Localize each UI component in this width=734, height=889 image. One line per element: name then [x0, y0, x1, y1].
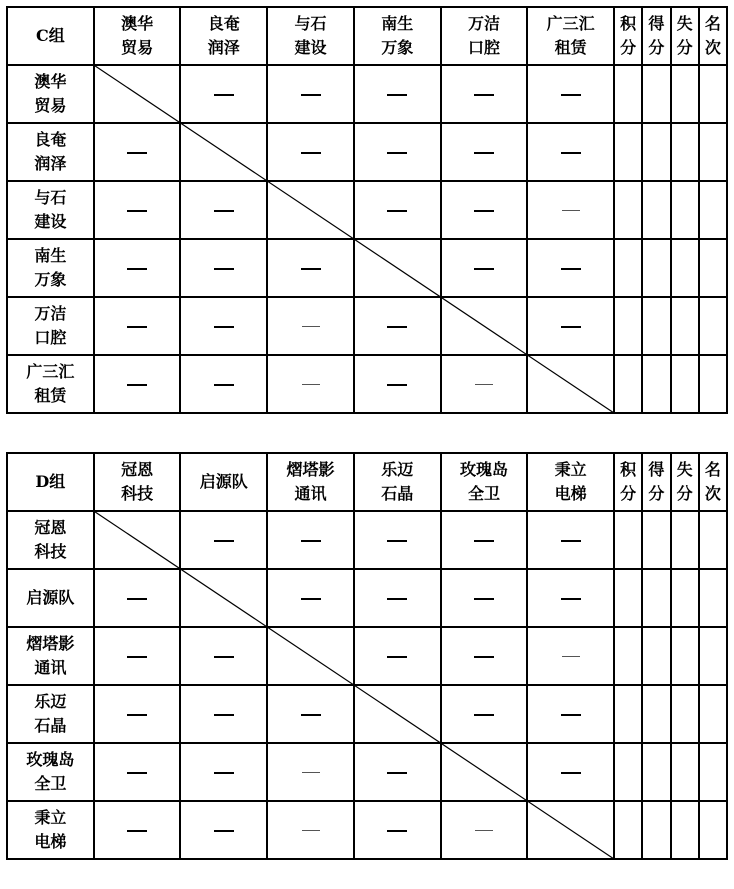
team-name-line: 石晶 — [381, 484, 414, 503]
match-cell — [527, 123, 614, 181]
team-name-line: 租赁 — [34, 386, 67, 405]
match-pending-dash — [214, 268, 234, 270]
stat-cell — [671, 743, 699, 801]
stat-cell — [671, 181, 699, 239]
diagonal-cell — [180, 569, 267, 627]
match-pending-dash — [561, 268, 581, 270]
row-team-header — [7, 181, 94, 239]
diagonal-cell — [354, 685, 441, 743]
match-cell — [441, 123, 528, 181]
match-cell — [94, 627, 181, 685]
match-pending-dash — [127, 656, 147, 658]
team-name-line: 万象 — [381, 38, 414, 57]
stat-cell — [699, 123, 727, 181]
column-team-header — [94, 453, 181, 511]
team-name-line: 南生 — [34, 246, 67, 265]
team-name-line: 贸易 — [34, 96, 67, 115]
row-team-header — [7, 511, 94, 569]
column-team-header — [180, 7, 267, 65]
stat-cell — [699, 65, 727, 123]
row-team-header — [7, 685, 94, 743]
match-pending-dash — [474, 268, 494, 270]
stat-cell — [699, 181, 727, 239]
match-pending-dash — [214, 714, 234, 716]
match-cell — [267, 685, 354, 743]
match-pending-dash — [474, 656, 494, 658]
match-cell — [441, 685, 528, 743]
table-row — [7, 297, 727, 355]
column-team-header — [441, 7, 528, 65]
team-name-line: 与石 — [34, 188, 67, 207]
match-pending-dash — [387, 326, 407, 328]
match-cell — [441, 511, 528, 569]
column-team-header — [94, 7, 181, 65]
stat-cell — [699, 685, 727, 743]
match-cell — [94, 297, 181, 355]
team-name-line: 乐迈 — [34, 692, 67, 711]
stat-cell — [699, 511, 727, 569]
stat-header — [614, 453, 642, 511]
match-cell — [267, 801, 354, 859]
row-team-header — [7, 239, 94, 297]
match-cell — [267, 743, 354, 801]
team-name-line: 全卫 — [34, 774, 67, 793]
team-name-line: 启源队 — [199, 472, 248, 491]
row-team-header — [7, 801, 94, 859]
stat-cell — [614, 569, 642, 627]
team-name-line: 启源队 — [26, 588, 75, 607]
match-pending-dash — [127, 326, 147, 328]
match-cell — [354, 297, 441, 355]
stat-cell — [671, 65, 699, 123]
stat-header — [699, 453, 727, 511]
match-cell — [180, 511, 267, 569]
row-team-header — [7, 569, 94, 627]
match-cell — [354, 181, 441, 239]
match-pending-dash — [387, 152, 407, 154]
match-pending-dash — [474, 152, 494, 154]
column-team-header — [527, 7, 614, 65]
team-name-line: 万象 — [34, 270, 67, 289]
match-cell — [94, 181, 181, 239]
team-name-line: 通讯 — [34, 658, 67, 677]
stat-header — [642, 453, 670, 511]
team-name-line: 冠恩 — [121, 460, 154, 479]
match-pending-dash — [474, 94, 494, 96]
stat-cell — [614, 181, 642, 239]
stat-header-char: 分 — [620, 38, 637, 57]
table-row — [7, 685, 727, 743]
stat-cell — [699, 569, 727, 627]
stat-header — [614, 7, 642, 65]
match-pending-dash — [387, 830, 407, 832]
match-cell — [180, 181, 267, 239]
match-pending-dash — [301, 152, 321, 154]
match-cell — [267, 355, 354, 413]
diagonal-cell — [267, 627, 354, 685]
match-cell — [94, 743, 181, 801]
row-team-header — [7, 743, 94, 801]
team-name-line: 口腔 — [34, 328, 67, 347]
stat-header-char: 积 — [620, 460, 637, 479]
match-cell — [94, 239, 181, 297]
match-pending-dash — [562, 656, 580, 657]
team-name-line: 玫瑰岛 — [459, 460, 508, 479]
match-pending-dash — [127, 152, 147, 154]
match-pending-dash — [561, 152, 581, 154]
match-pending-dash — [301, 268, 321, 270]
stat-cell — [671, 123, 699, 181]
match-pending-dash — [474, 598, 494, 600]
column-team-header — [267, 453, 354, 511]
match-cell — [354, 801, 441, 859]
column-team-header — [267, 7, 354, 65]
stat-header-char: 名 — [704, 460, 721, 479]
row-team-header — [7, 65, 94, 123]
match-cell — [354, 743, 441, 801]
match-pending-dash — [127, 772, 147, 774]
column-team-header — [354, 7, 441, 65]
stat-header-char: 次 — [704, 484, 721, 503]
team-name-line: 与石 — [294, 14, 327, 33]
stat-cell — [671, 627, 699, 685]
team-name-line: 租赁 — [554, 38, 587, 57]
match-cell — [180, 355, 267, 413]
match-pending-dash — [474, 540, 494, 542]
stat-cell — [671, 297, 699, 355]
match-pending-dash — [475, 830, 493, 831]
team-name-line: 熠塔影 — [286, 460, 335, 479]
match-cell — [354, 511, 441, 569]
match-pending-dash — [214, 540, 234, 542]
match-cell — [267, 239, 354, 297]
match-pending-dash — [301, 540, 321, 542]
match-cell — [354, 123, 441, 181]
match-pending-dash — [302, 326, 320, 327]
table-row — [7, 627, 727, 685]
stat-cell — [671, 801, 699, 859]
stat-cell — [614, 65, 642, 123]
team-name-line: 秉立 — [554, 460, 587, 479]
diagonal-cell — [180, 123, 267, 181]
team-name-line: 科技 — [34, 542, 67, 561]
stat-header-char: 得 — [648, 14, 665, 33]
match-cell — [354, 627, 441, 685]
stat-header-char: 得 — [648, 460, 665, 479]
team-name-line: 澳华 — [34, 72, 67, 91]
match-cell — [180, 743, 267, 801]
match-pending-dash — [127, 598, 147, 600]
match-pending-dash — [474, 714, 494, 716]
match-pending-dash — [214, 772, 234, 774]
match-pending-dash — [301, 94, 321, 96]
stat-header-char: 名 — [704, 14, 721, 33]
match-cell — [527, 239, 614, 297]
match-cell — [180, 239, 267, 297]
match-cell — [527, 569, 614, 627]
match-pending-dash — [387, 598, 407, 600]
team-name-line: 乐迈 — [381, 460, 414, 479]
match-pending-dash — [127, 384, 147, 386]
match-cell — [94, 569, 181, 627]
match-cell — [267, 123, 354, 181]
group-c-table — [6, 6, 728, 414]
match-cell — [267, 65, 354, 123]
match-pending-dash — [475, 384, 493, 385]
match-cell — [527, 181, 614, 239]
match-pending-dash — [387, 772, 407, 774]
stat-cell — [614, 743, 642, 801]
match-pending-dash — [561, 326, 581, 328]
stat-cell — [642, 511, 670, 569]
match-cell — [180, 297, 267, 355]
match-pending-dash — [127, 268, 147, 270]
team-name-line: 良奄 — [207, 14, 240, 33]
stat-cell — [642, 297, 670, 355]
table-row — [7, 123, 727, 181]
stat-cell — [699, 297, 727, 355]
stat-cell — [614, 627, 642, 685]
match-cell — [527, 743, 614, 801]
diagonal-cell — [441, 743, 528, 801]
stat-header-char: 分 — [676, 38, 693, 57]
match-pending-dash — [127, 714, 147, 716]
table-row — [7, 181, 727, 239]
team-name-line: 万洁 — [34, 304, 67, 323]
row-team-header — [7, 297, 94, 355]
match-cell — [527, 511, 614, 569]
group-d-table — [6, 452, 728, 860]
stat-header — [699, 7, 727, 65]
stat-cell — [614, 297, 642, 355]
match-pending-dash — [387, 656, 407, 658]
match-cell — [267, 569, 354, 627]
stat-header-char: 积 — [620, 14, 637, 33]
team-name-line: 建设 — [34, 212, 67, 231]
table-row — [7, 801, 727, 859]
match-pending-dash — [214, 656, 234, 658]
stat-header-char: 次 — [704, 38, 721, 57]
stat-header-char: 分 — [676, 484, 693, 503]
match-pending-dash — [387, 384, 407, 386]
table-row — [7, 355, 727, 413]
diagonal-cell — [94, 65, 181, 123]
table-row — [7, 511, 727, 569]
team-name-line: 南生 — [381, 14, 414, 33]
stat-header — [671, 7, 699, 65]
column-team-header — [527, 453, 614, 511]
stat-cell — [614, 511, 642, 569]
match-pending-dash — [561, 772, 581, 774]
team-name-line: 石晶 — [34, 716, 67, 735]
stat-header-char: 分 — [648, 38, 665, 57]
table-row — [7, 569, 727, 627]
diagonal-cell — [354, 239, 441, 297]
stat-cell — [642, 123, 670, 181]
stat-cell — [699, 801, 727, 859]
match-pending-dash — [214, 384, 234, 386]
match-pending-dash — [301, 714, 321, 716]
stat-cell — [699, 355, 727, 413]
column-team-header — [441, 453, 528, 511]
match-cell — [94, 355, 181, 413]
table-row — [7, 239, 727, 297]
match-cell — [441, 801, 528, 859]
stat-cell — [642, 627, 670, 685]
match-pending-dash — [562, 210, 580, 211]
team-name-line: 玫瑰岛 — [26, 750, 75, 769]
match-cell — [267, 297, 354, 355]
stat-cell — [614, 123, 642, 181]
stat-cell — [642, 685, 670, 743]
match-pending-dash — [387, 94, 407, 96]
match-cell — [180, 65, 267, 123]
stat-header-char: 失 — [676, 14, 693, 33]
match-cell — [354, 569, 441, 627]
match-pending-dash — [302, 384, 320, 385]
match-cell — [94, 685, 181, 743]
match-cell — [94, 123, 181, 181]
match-cell — [354, 355, 441, 413]
team-name-line: 通讯 — [294, 484, 327, 503]
match-pending-dash — [561, 540, 581, 542]
match-pending-dash — [214, 210, 234, 212]
stat-header — [671, 453, 699, 511]
stat-cell — [614, 355, 642, 413]
row-team-header — [7, 123, 94, 181]
team-name-line: 广三汇 — [546, 14, 595, 33]
stat-cell — [699, 627, 727, 685]
match-pending-dash — [561, 714, 581, 716]
match-cell — [354, 65, 441, 123]
diagonal-cell — [94, 511, 181, 569]
team-name-line: 润泽 — [34, 154, 67, 173]
match-cell — [441, 65, 528, 123]
stat-cell — [642, 801, 670, 859]
match-pending-dash — [387, 540, 407, 542]
match-pending-dash — [214, 326, 234, 328]
team-name-line: 熠塔影 — [26, 634, 75, 653]
column-team-header — [354, 453, 441, 511]
stat-cell — [642, 65, 670, 123]
diagonal-cell — [267, 181, 354, 239]
table-row — [7, 743, 727, 801]
match-cell — [441, 239, 528, 297]
table-row — [7, 65, 727, 123]
match-cell — [527, 65, 614, 123]
match-cell — [94, 801, 181, 859]
stat-cell — [614, 239, 642, 297]
team-name-line: 全卫 — [467, 484, 500, 503]
stat-cell — [671, 511, 699, 569]
stat-cell — [671, 685, 699, 743]
row-team-header — [7, 627, 94, 685]
team-name-line: 秉立 — [34, 808, 67, 827]
stat-cell — [699, 239, 727, 297]
group-title: D组 — [7, 453, 94, 511]
team-name-line: 良奄 — [34, 130, 67, 149]
match-cell — [441, 627, 528, 685]
team-name-line: 科技 — [121, 484, 154, 503]
stat-cell — [671, 239, 699, 297]
match-cell — [180, 627, 267, 685]
diagonal-cell — [527, 355, 614, 413]
match-pending-dash — [387, 210, 407, 212]
stat-cell — [614, 685, 642, 743]
match-cell — [527, 627, 614, 685]
match-pending-dash — [214, 830, 234, 832]
match-pending-dash — [214, 94, 234, 96]
team-name-line: 润泽 — [207, 38, 240, 57]
team-name-line: 电梯 — [34, 832, 67, 851]
group-title: C组 — [7, 7, 94, 65]
match-pending-dash — [561, 598, 581, 600]
match-cell — [441, 569, 528, 627]
stat-header-char: 失 — [676, 460, 693, 479]
row-team-header — [7, 355, 94, 413]
match-cell — [267, 511, 354, 569]
stat-header-char: 分 — [648, 484, 665, 503]
team-name-line: 建设 — [294, 38, 327, 57]
stat-cell — [642, 181, 670, 239]
diagonal-cell — [527, 801, 614, 859]
stat-cell — [614, 801, 642, 859]
stat-cell — [671, 569, 699, 627]
match-cell — [527, 297, 614, 355]
team-name-line: 口腔 — [467, 38, 500, 57]
diagonal-cell — [441, 297, 528, 355]
match-pending-dash — [127, 830, 147, 832]
team-name-line: 电梯 — [554, 484, 587, 503]
stat-cell — [699, 743, 727, 801]
stat-cell — [642, 743, 670, 801]
team-name-line: 贸易 — [121, 38, 154, 57]
column-team-header — [180, 453, 267, 511]
stat-cell — [671, 355, 699, 413]
team-name-line: 广三汇 — [26, 362, 75, 381]
team-name-line: 冠恩 — [34, 518, 67, 537]
stat-cell — [642, 239, 670, 297]
team-name-line: 澳华 — [121, 14, 154, 33]
stat-header-char: 分 — [620, 484, 637, 503]
match-pending-dash — [302, 772, 320, 773]
match-pending-dash — [474, 210, 494, 212]
stat-header — [642, 7, 670, 65]
match-pending-dash — [127, 210, 147, 212]
stat-cell — [642, 355, 670, 413]
match-pending-dash — [561, 94, 581, 96]
team-name-line: 万洁 — [467, 14, 500, 33]
match-pending-dash — [302, 830, 320, 831]
match-pending-dash — [301, 598, 321, 600]
match-cell — [527, 685, 614, 743]
stat-cell — [642, 569, 670, 627]
match-cell — [441, 181, 528, 239]
match-cell — [180, 801, 267, 859]
match-cell — [441, 355, 528, 413]
match-cell — [180, 685, 267, 743]
